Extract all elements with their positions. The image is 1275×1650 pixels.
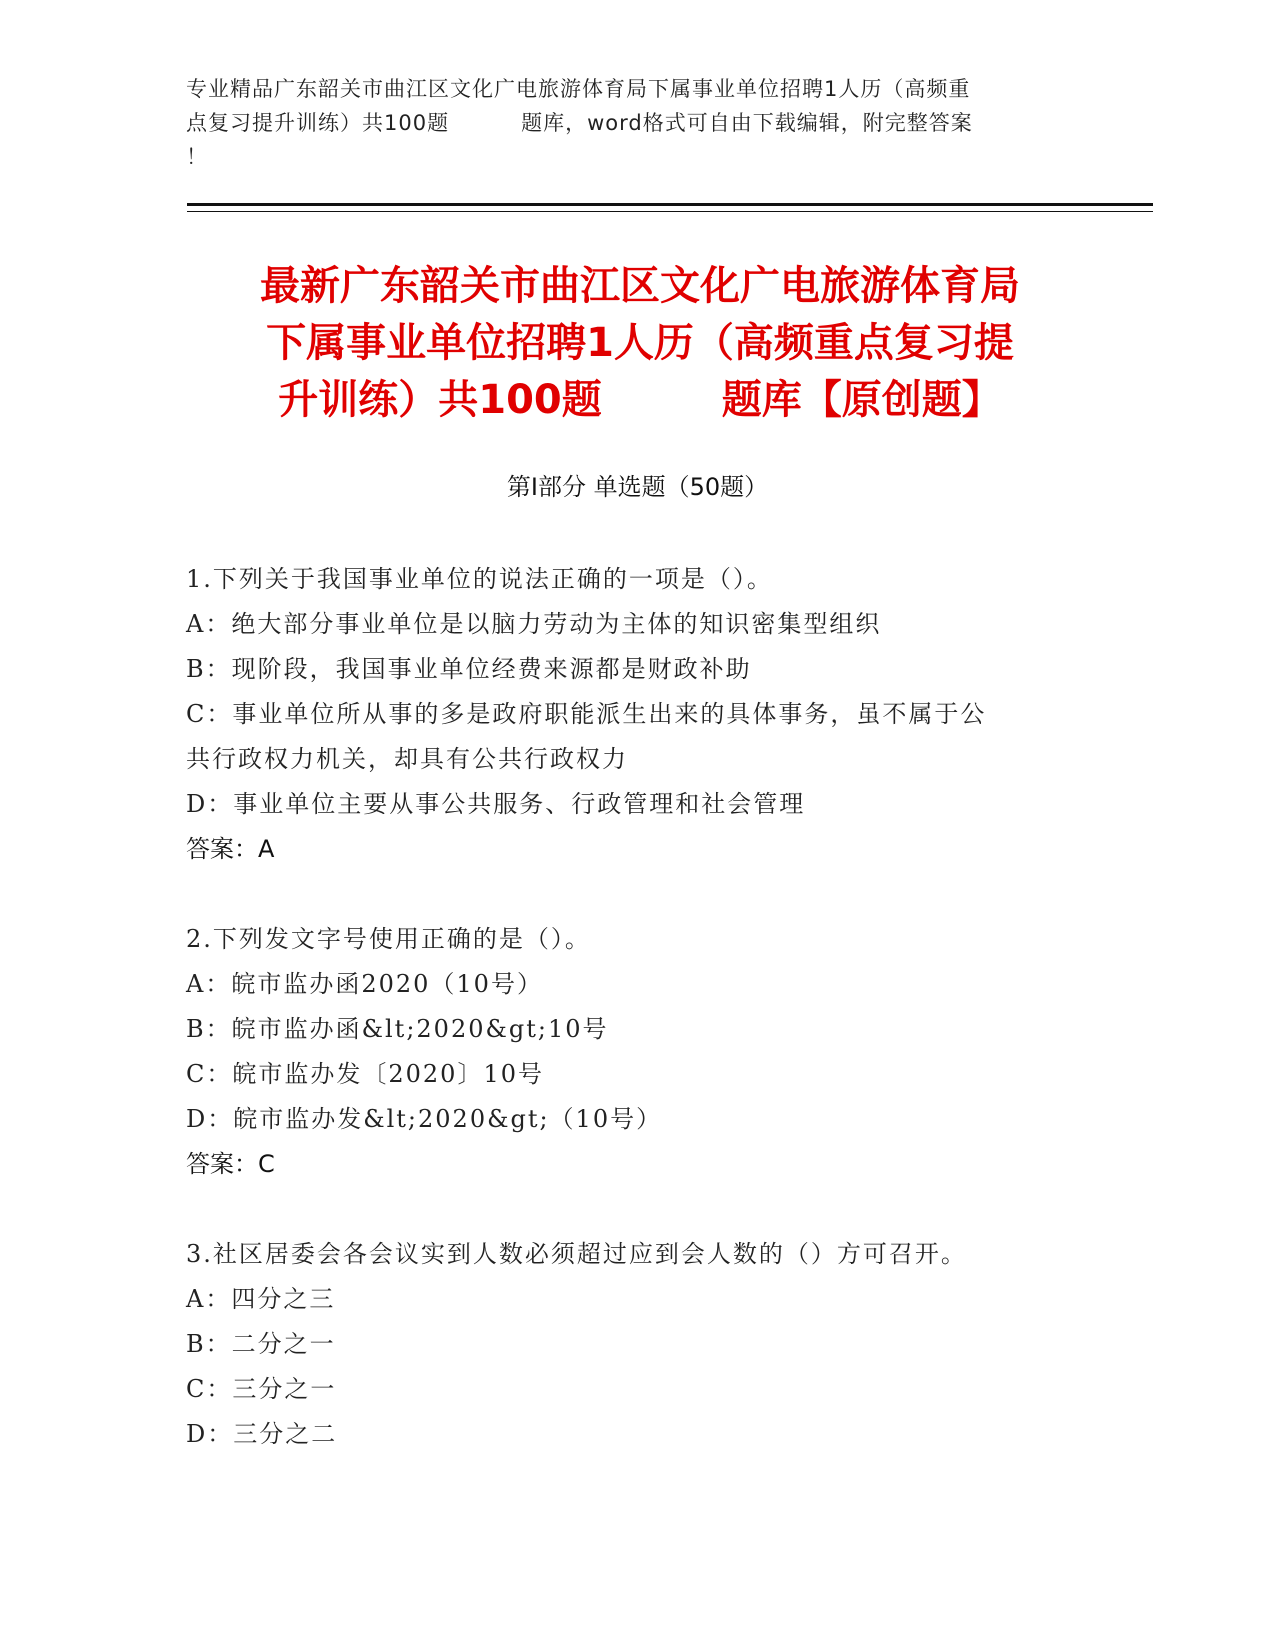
question-stem: 3.社区居委会各会议实到人数必须超过应到会人数的（）方可召开。 — [186, 1240, 967, 1268]
question-stem: 1.下列关于我国事业单位的说法正确的一项是（）。 — [186, 565, 773, 593]
document-title-line1: 最新广东韶关市曲江区文化广电旅游体育局 — [260, 263, 1020, 309]
header-note-line3: ！ — [186, 145, 208, 169]
option-c: C：三分之一 — [186, 1375, 337, 1403]
option-c-line2: 共行政权力机关，却具有公共行政权力 — [186, 745, 628, 773]
header-divider-thin — [187, 211, 1153, 212]
header-note-line2b: 题库，word格式可自由下载编辑，附完整答案 — [521, 111, 973, 135]
option-c-line1: C：事业单位所从事的多是政府职能派生出来的具体事务，虽不属于公 — [186, 700, 987, 728]
question-stem: 2.下列发文字号使用正确的是（）。 — [186, 925, 591, 953]
option-a: A：四分之三 — [186, 1285, 336, 1313]
answer: 答案：A — [186, 835, 275, 863]
option-d: D：事业单位主要从事公共服务、行政管理和社会管理 — [186, 790, 806, 818]
answer: 答案：C — [186, 1150, 275, 1178]
option-a: A：皖市监办函2020（10号） — [186, 970, 543, 998]
question-3 — [186, 1232, 1086, 1457]
question-list — [186, 557, 1086, 1502]
option-c: C：皖市监办发〔2020〕10号 — [186, 1060, 544, 1088]
header-note-line2 — [186, 106, 1076, 140]
header-note-line2a: 点复习提升训练）共100题 — [186, 111, 450, 135]
question-1 — [186, 557, 1086, 872]
header-divider-thick — [187, 203, 1153, 206]
document-title-line3 — [190, 372, 1090, 429]
header-note — [186, 72, 1076, 174]
question-2 — [186, 917, 1086, 1187]
option-d: D：三分之二 — [186, 1420, 338, 1448]
document-title-line3a: 升训练）共100题 — [278, 377, 602, 423]
document-title — [190, 258, 1090, 429]
header-note-line1: 专业精品广东韶关市曲江区文化广电旅游体育局下属事业单位招聘1人历（高频重 — [186, 77, 971, 101]
section-title: 第Ⅰ部分 单选题（50题） — [506, 473, 769, 501]
option-b: B：皖市监办函&lt;2020&gt;10号 — [186, 1015, 609, 1043]
option-d: D：皖市监办发&lt;2020&gt;（10号） — [186, 1105, 663, 1133]
document-title-line2: 下属事业单位招聘1人历（高频重点复习提 — [266, 320, 1014, 366]
document-title-line3b: 题库【原创题】 — [721, 377, 1002, 423]
option-b: B：二分之一 — [186, 1330, 336, 1358]
option-a: A：绝大部分事业单位是以脑力劳动为主体的知识密集型组织 — [186, 610, 882, 638]
option-b: B：现阶段，我国事业单位经费来源都是财政补助 — [186, 655, 752, 683]
